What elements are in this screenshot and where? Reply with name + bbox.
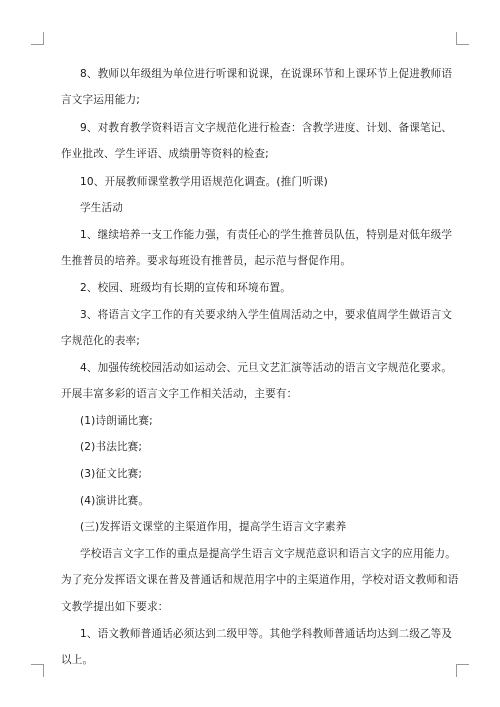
section-heading: (三)发挥语文课堂的主渠道作用，提高学生语言文字素养 [80, 521, 347, 533]
paragraph-line: 开展丰富多彩的语言文字工作相关活动，主要有： [61, 388, 298, 400]
paragraph-line: 文教学提出如下要求： [61, 601, 169, 613]
paragraph-line: 生推普员的培养。要求每班设有推普员，起示范与督促作用。 [61, 255, 352, 267]
paragraph-line: 4、加强传统校园活动如运动会、元旦文艺汇演等活动的语言文字规范化要求。 [80, 362, 453, 374]
section-heading: 学生活动 [80, 202, 123, 214]
crop-mark-bottom-left [31, 664, 44, 677]
list-item: (3)征文比赛; [80, 468, 143, 480]
paragraph-line: 10、开展教师课堂教学用语规范化调查。(推门听课) [80, 176, 328, 188]
list-item: (2)书法比赛; [80, 441, 143, 453]
paragraph-line: 3、将语言文字工作的有关要求纳入学生值周活动之中，要求值周学生做语言文 [80, 309, 453, 321]
paragraph-line: 8、教师以年级组为单位进行听课和说课，在说课环节和上课环节上促进教师语 [80, 68, 453, 80]
paragraph-line: 以上。 [61, 654, 94, 666]
crop-mark-top-left [31, 32, 44, 45]
list-item: (1)诗朗诵比赛; [80, 415, 153, 427]
paragraph-line: 作业批改、学生评语、成绩册等资料的检查; [61, 148, 269, 160]
paragraph-line: 2、校园、班级均有长期的宣传和环境布置。 [80, 282, 292, 294]
paragraph-line: 学校语言文字工作的重点是提高学生语言文字规范意识和语言文字的应用能力。 [80, 548, 457, 560]
paragraph-line: 字规范化的表率; [61, 335, 140, 347]
paragraph-line: 1、继续培养一支工作能力强，有责任心的学生推普员队伍，特别是对低年级学 [80, 229, 453, 241]
paragraph-line: 1、语文教师普通话必须达到二级甲等。其他学科教师普通话均达到二级乙等及 [80, 628, 453, 640]
list-item: (4)演讲比赛。 [80, 495, 150, 507]
paragraph-line: 言文字运用能力; [61, 94, 140, 106]
crop-mark-top-right [456, 32, 469, 45]
paragraph-line: 9、对教育教学资料语言文字规范化进行检查：含教学进度、计划、备课笔记、 [80, 122, 453, 134]
paragraph-line: 为了充分发挥语文课在普及普通话和规范用字中的主渠道作用，学校对语文教师和语 [61, 574, 459, 586]
crop-mark-bottom-right [456, 664, 469, 677]
